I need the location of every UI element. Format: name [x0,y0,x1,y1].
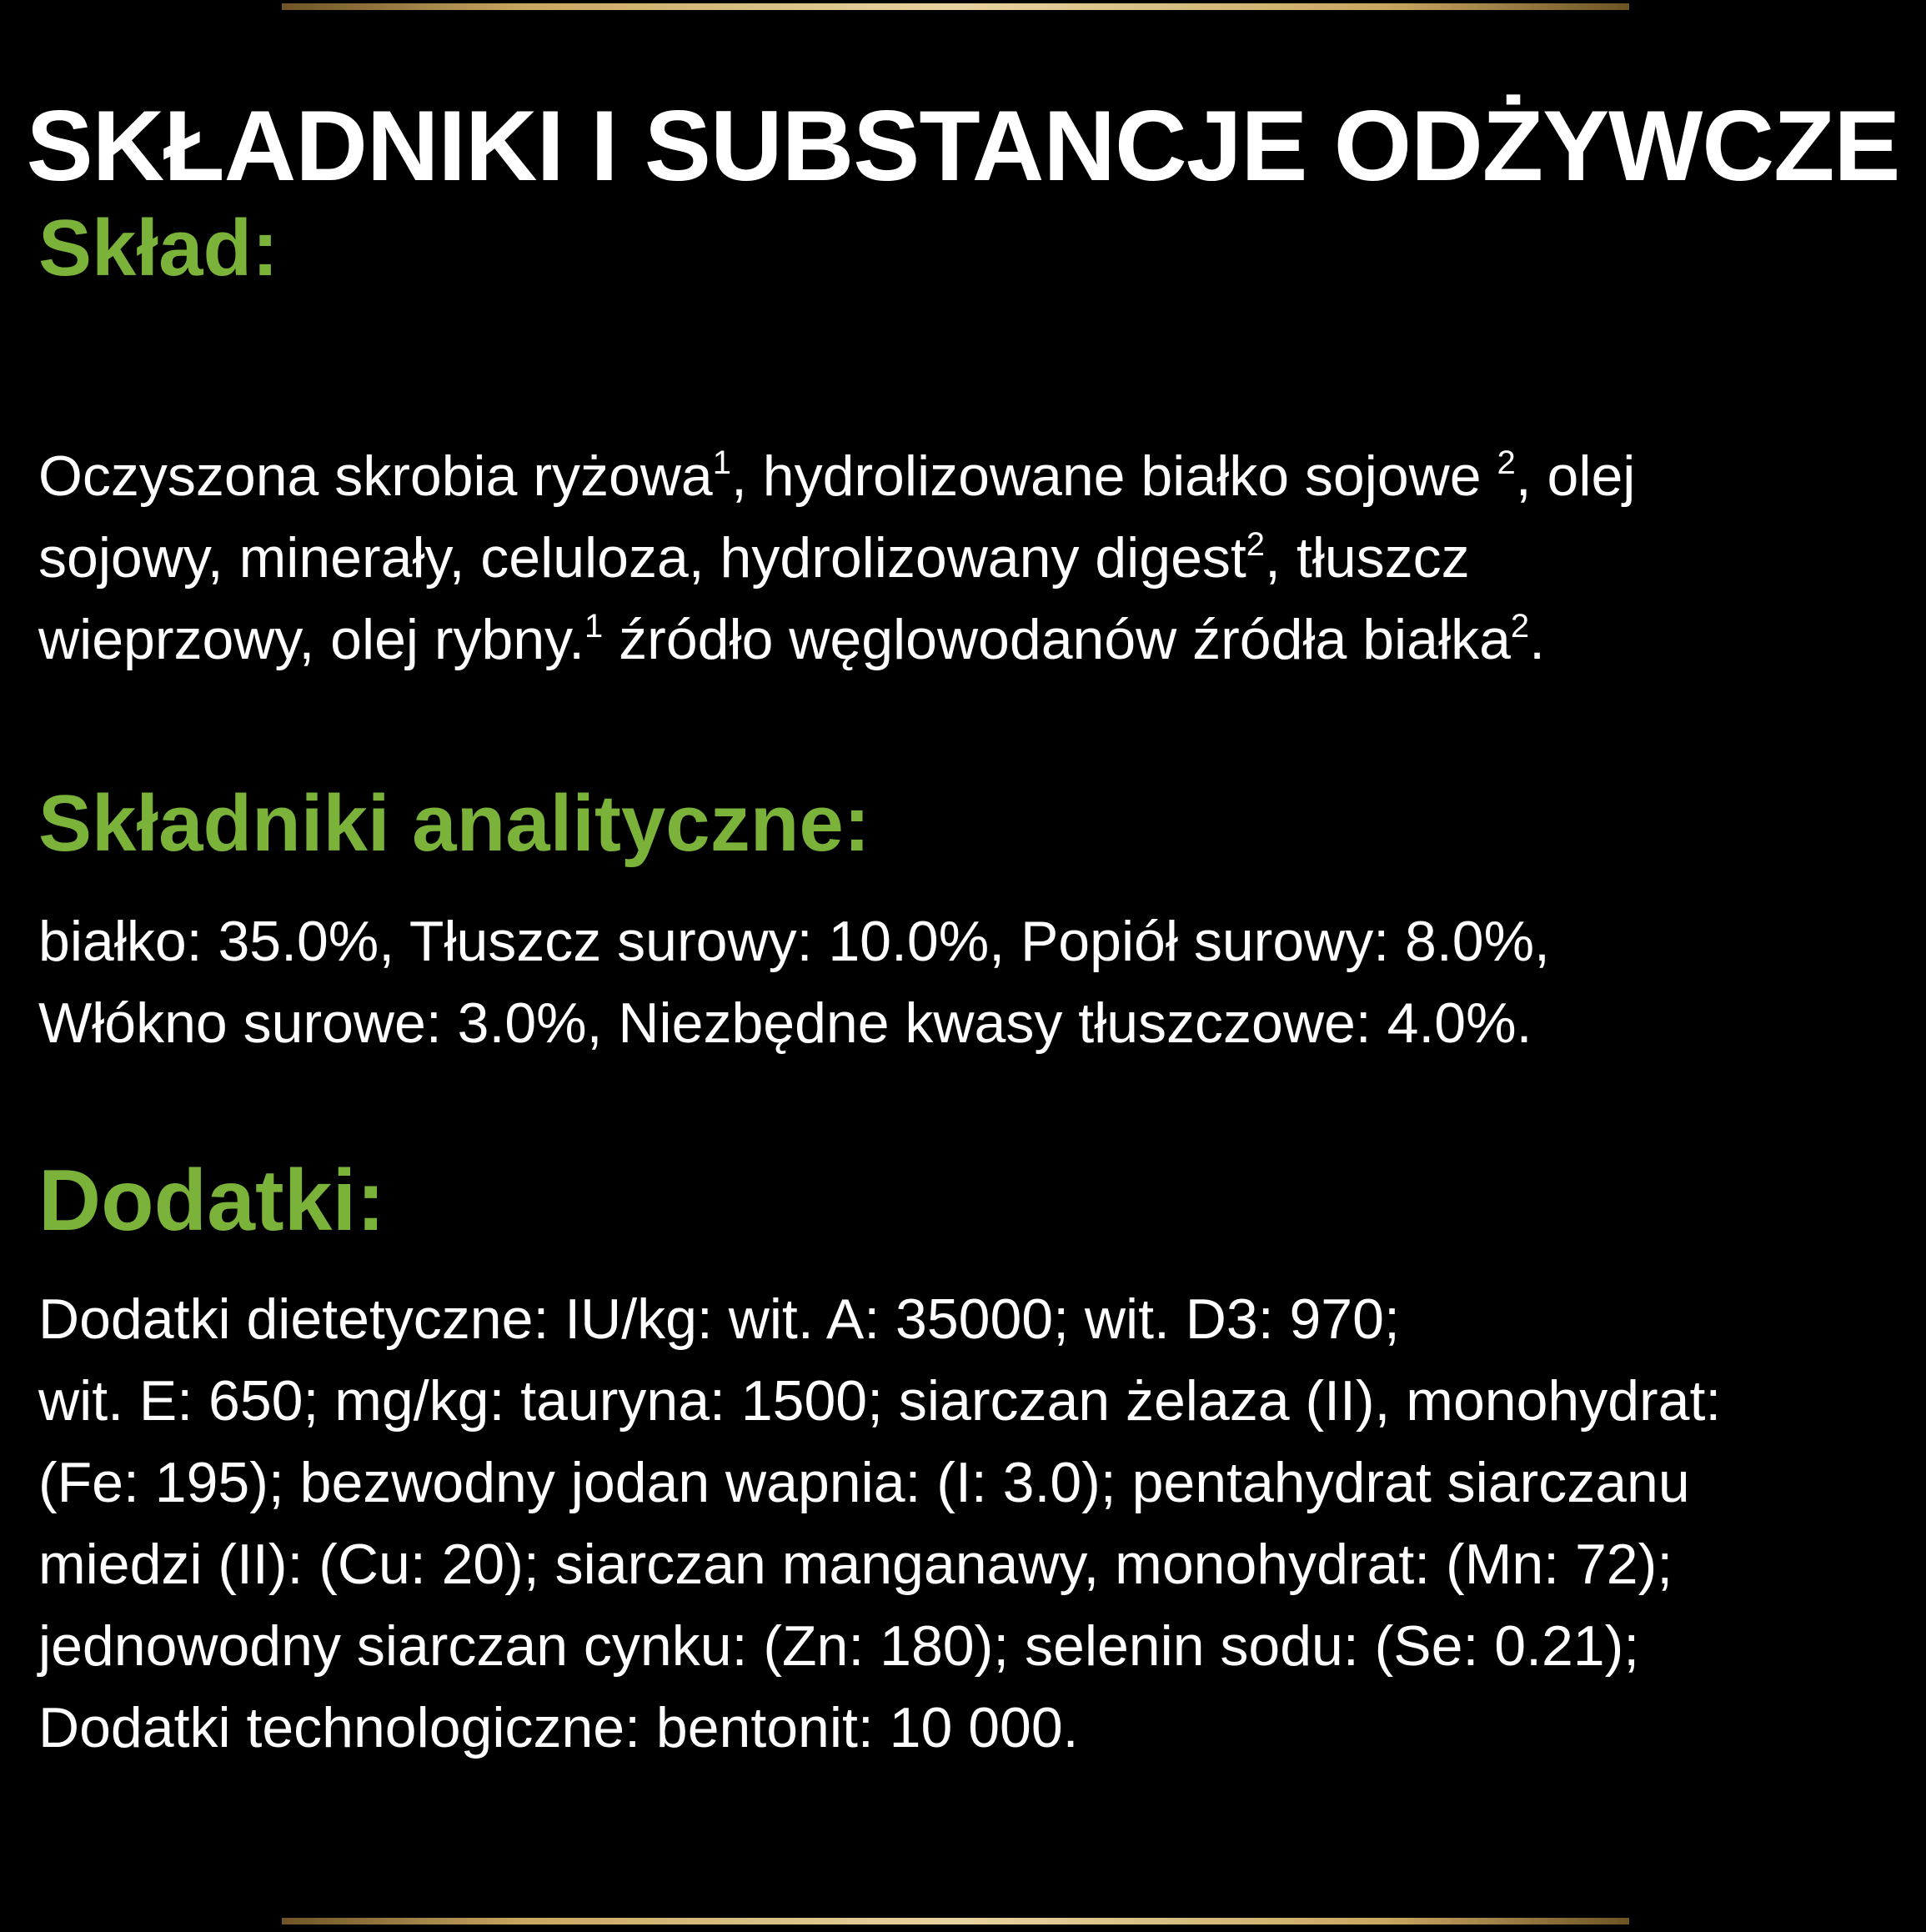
analityczne-text [38,901,1898,1064]
section-heading-sklad: Skład: [38,203,279,293]
page-title: SKŁADNIKI I SUBSTANCJE ODŻYWCZE [26,90,1900,202]
section-heading-analityczne: Składniki analityczne: [38,779,870,868]
footnote-marker: 1 [712,444,731,481]
text-segment: Oczyszona skrobia ryżowa [38,444,713,508]
text-segment: , olej [1515,444,1636,508]
sklad-line [38,517,1898,599]
dodatki-line: wit. E: 650; mg/kg: tauryna: 1500; siarczan żelaza (II), monohydrat: [38,1369,1722,1433]
footnote-marker: 1 [584,608,604,645]
section-heading-dodatki: Dodatki: [38,1152,385,1249]
footnote-marker: 2 [1246,526,1266,563]
sklad-text [38,435,1898,680]
text-segment: źródło węglowodanów źródła białka [603,608,1511,671]
analityczne-line: Włókno surowe: 3.0%, Niezbędne kwasy tłuszczowe: 4.0%. [38,991,1532,1055]
dodatki-line: miedzi (II): (Cu: 20); siarczan manganawy, monohydrat: (Mn: 72); [38,1533,1673,1596]
text-segment: sojowy, minerały, celuloza, hydrolizowany digest [38,526,1246,590]
dodatki-line: Dodatki dietetyczne: IU/kg: wit. A: 35000; wit. D3: 970; [38,1287,1400,1351]
footnote-marker: 2 [1510,608,1530,645]
analityczne-line: białko: 35.0%, Tłuszcz surowy: 10.0%, Popiół surowy: 8.0%, [38,910,1550,973]
footnote-marker: 2 [1497,444,1516,481]
text-segment: wieprzowy, olej rybny. [38,608,585,671]
top-gold-divider [282,3,1629,10]
sklad-line [38,435,1898,517]
dodatki-line: jednowodny siarczan cynku: (Zn: 180); selenin sodu: (Se: 0.21); [38,1614,1640,1678]
dodatki-text [38,1278,1898,1769]
text-segment: . [1529,608,1546,671]
dodatki-line: Dodatki technologiczne: bentonit: 10 000. [38,1696,1079,1759]
dodatki-line: (Fe: 195); bezwodny jodan wapnia: (I: 3.0); pentahydrat siarczanu [38,1451,1690,1514]
text-segment: , hydrolizowane białko sojowe [730,444,1497,508]
sklad-line [38,599,1898,680]
text-segment: , tłuszcz [1265,526,1470,590]
bottom-gold-divider [282,1918,1629,1924]
